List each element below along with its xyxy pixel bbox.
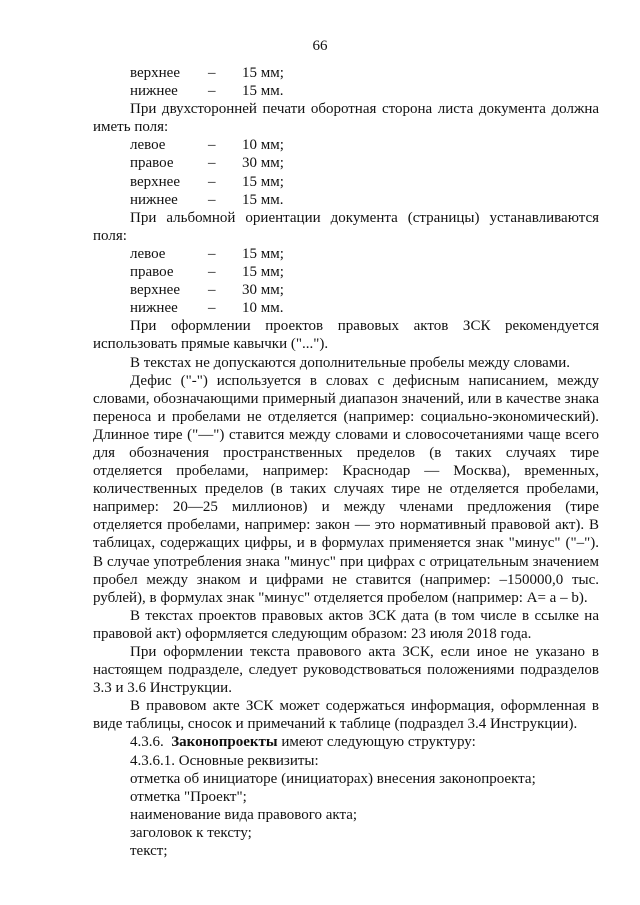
margin-row xyxy=(93,299,599,317)
margin-name: левое xyxy=(130,137,166,154)
reference-paragraph: При оформлении текста правового акта ЗСК, если иное не указано в настоящем подразделе, следует руководствоваться положениями подразделов 3.3 и 3.6 Инструкции. xyxy=(93,644,599,697)
margin-dash: – xyxy=(208,173,216,190)
list-item: отметка "Проект"; xyxy=(130,788,247,805)
spaces-paragraph: В текстах не допускаются дополнительные пробелы между словами. xyxy=(130,354,571,371)
margin-value: 15 мм. xyxy=(242,83,284,100)
margin-value: 30 мм; xyxy=(242,155,284,172)
landscape-intro-paragraph: При альбомной ориентации документа (страницы) устанавливаются поля: xyxy=(93,209,599,244)
section-heading xyxy=(93,733,599,751)
list-item: текст; xyxy=(130,843,168,860)
margin-name: нижнее xyxy=(130,191,178,208)
section-title: Законопроекты xyxy=(171,734,278,751)
margin-dash: – xyxy=(208,245,216,262)
margin-row xyxy=(93,245,599,263)
margin-value: 15 мм. xyxy=(242,191,284,208)
margin-name: верхнее xyxy=(130,173,180,190)
margin-row xyxy=(93,191,599,209)
margin-name: нижнее xyxy=(130,300,178,317)
margin-name: правое xyxy=(130,264,174,281)
margin-dash: – xyxy=(208,300,216,317)
subsection-heading: 4.3.6.1. Основные реквизиты: xyxy=(130,752,319,769)
margin-value: 10 мм. xyxy=(242,300,284,317)
margin-name: левое xyxy=(130,245,166,262)
margin-dash: – xyxy=(208,137,216,154)
duplex-intro-paragraph: При двухсторонней печати оборотная сторона листа документа должна иметь поля: xyxy=(93,101,599,136)
list-item: отметка об инициаторе (инициаторах) внесения законопроекта; xyxy=(130,770,536,787)
margin-value: 10 мм; xyxy=(242,137,284,154)
margin-dash: – xyxy=(208,155,216,172)
page-number: 66 xyxy=(312,38,328,54)
section-rest: имеют следующую структуру: xyxy=(277,734,476,751)
quotes-paragraph: При оформлении проектов правовых актов ЗСК рекомендуется использовать прямые кавычки ("..."). xyxy=(93,318,599,353)
margin-value: 15 мм; xyxy=(242,173,284,190)
document-body xyxy=(93,64,599,860)
list-item: заголовок к тексту; xyxy=(130,824,252,841)
margin-name: верхнее xyxy=(130,65,180,81)
margin-row xyxy=(93,64,599,82)
margin-row xyxy=(93,281,599,299)
margin-row xyxy=(93,263,599,281)
margin-value: 30 мм; xyxy=(242,282,284,299)
margin-dash: – xyxy=(208,264,216,281)
margin-value: 15 мм; xyxy=(242,65,284,81)
margin-name: нижнее xyxy=(130,83,178,100)
margin-row xyxy=(93,136,599,154)
margin-dash: – xyxy=(208,282,216,299)
margin-value: 15 мм; xyxy=(242,264,284,281)
hyphen-dash-paragraph: Дефис ("-") используется в словах с дефисным написанием, между словами, обозначающими примерный диапазон значений, или в качестве знака переноса и пробелами не отделяется (например: социально-экономический). Длинное тире ("—") ставится между словами и словосочетаниями чаще всего для обозначения пространственных пределов (в таких случаях тире отделяется пробелами, например: Краснодар — Москва), временных, количественных пределов (в таких случаях тире не отделяется пробелами, например: 20—25 миллионов) и между членами предложения (тире отделяется пробелами, например: закон — это нормативный правовой акт). В таблицах, содержащих цифры, и в формулах применяется знак "минус" ("–"). В случае употребления знака "минус" при цифрах с отрицательным значением пробел между знаком и цифрами не ставится (например: –150000,0 тыс. рублей), в формулах знак "минус" отделяется пробелом (например: А= а – b). xyxy=(93,372,599,606)
list-item: наименование вида правового акта; xyxy=(130,806,358,823)
margin-value: 15 мм; xyxy=(242,245,284,262)
section-number: 4.3.6. xyxy=(130,734,164,751)
margin-row xyxy=(93,82,599,100)
margin-name: правое xyxy=(130,155,174,172)
margin-dash: – xyxy=(208,65,216,81)
margin-name: верхнее xyxy=(130,282,180,299)
margin-row xyxy=(93,154,599,172)
margin-dash: – xyxy=(208,191,216,208)
margin-row xyxy=(93,173,599,191)
date-paragraph: В текстах проектов правовых актов ЗСК дата (в том числе в ссылке на правовой акт) оформляется следующим образом: 23 июля 2018 года. xyxy=(93,607,599,642)
margin-dash: – xyxy=(208,83,216,100)
table-paragraph: В правовом акте ЗСК может содержаться информация, оформленная в виде таблицы, сносок и примечаний к таблице (подраздел 3.4 Инструкции). xyxy=(93,698,599,733)
